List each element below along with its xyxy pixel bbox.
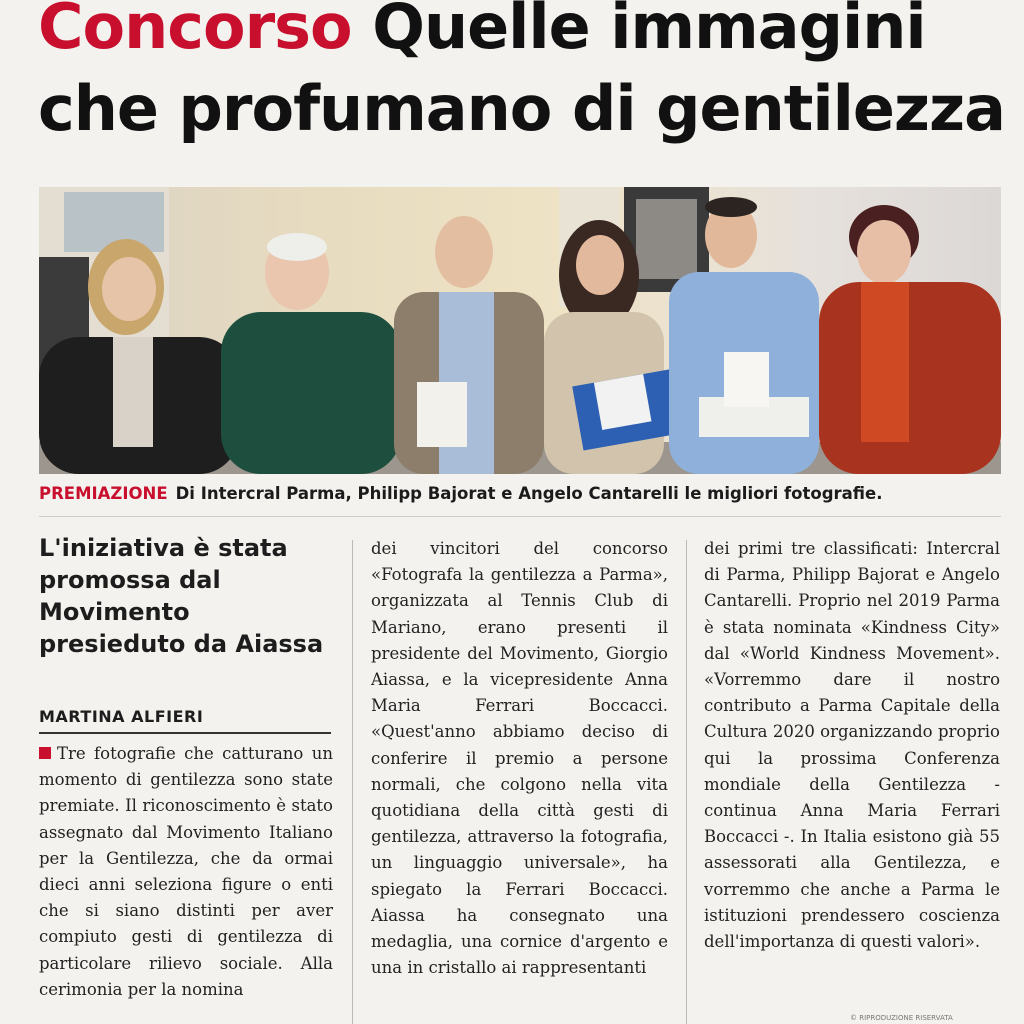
column-3-text: dei primi tre classificati: Intercral di Parma, Philipp Bajorat e Angelo Cantarelli. Proprio nel 2019 Parma è stata nominata «Kindness City» dal «World Kindness Movement». «Vorremmo dare il nostro contributo a Parma Capitale della Cultura 2020 organizzando proprio qui la prossima Conferenza mondiale della Gentilezza - continua Anna Maria Ferrari Boccacci -. In Italia esistono già 55 assessorati alla Gentilezza, e vorremmo che anche a Parma le istituzioni prendessero coscienza dell'importanza di questi valori». [704,539,1000,952]
headline [38,0,1008,150]
article-column-1 [39,741,333,1003]
article-column-3 [704,536,1000,955]
column-1-text: Tre fotografie che catturano un momento di gentilezza sono state premiate. Il riconoscimento è stato assegnato dal Movimento Italiano per la Gentilezza, che da ormai dieci anni seleziona figure o enti che si siano distinti per aver compiuto gesti di gentilezza di particolare rilievo sociale. Alla cerimonia per la nomina [39,744,333,999]
teaser-heading: L'iniziativa è stata promossa dal Movimento presieduto da Aiassa [39,534,324,658]
headline-title: Quelle immagini che profumano di gentilezza [38,0,1005,145]
headline-kicker: Concorso [38,0,352,63]
article-column-2 [371,536,668,981]
award-photo-illustration [39,187,1001,474]
copyright-credit: © RIPRODUZIONE RISERVATA [850,1014,953,1022]
author-byline: MARTINA ALFIERI [39,707,331,734]
paragraph-marker-icon [39,747,51,759]
photo-caption [39,484,1009,503]
caption-divider [39,516,1001,517]
caption-text: Di Intercral Parma, Philipp Bajorat e Angelo Cantarelli le migliori fotografie. [175,484,883,503]
award-photo [39,187,1001,474]
column-divider [686,540,687,1024]
column-divider [352,540,353,1024]
caption-label: PREMIAZIONE [39,484,168,503]
column-2-text: dei vincitori del concorso «Fotografa la gentilezza a Parma», organizzata al Tennis Club di Mariano, erano presenti il presidente del Movimento, Giorgio Aiassa, e la vicepresidente Anna Maria Ferrari Boccacci. «Quest'anno abbiamo deciso di conferire il premio a persone normali, che colgono nella vita quotidiana della città gesti di gentilezza, attraverso la fotografia, un linguaggio universale», ha spiegato la Ferrari Boccacci. Aiassa ha consegnato una medaglia, una cornice d'argento e una in cristallo ai rappresentanti [371,539,668,978]
